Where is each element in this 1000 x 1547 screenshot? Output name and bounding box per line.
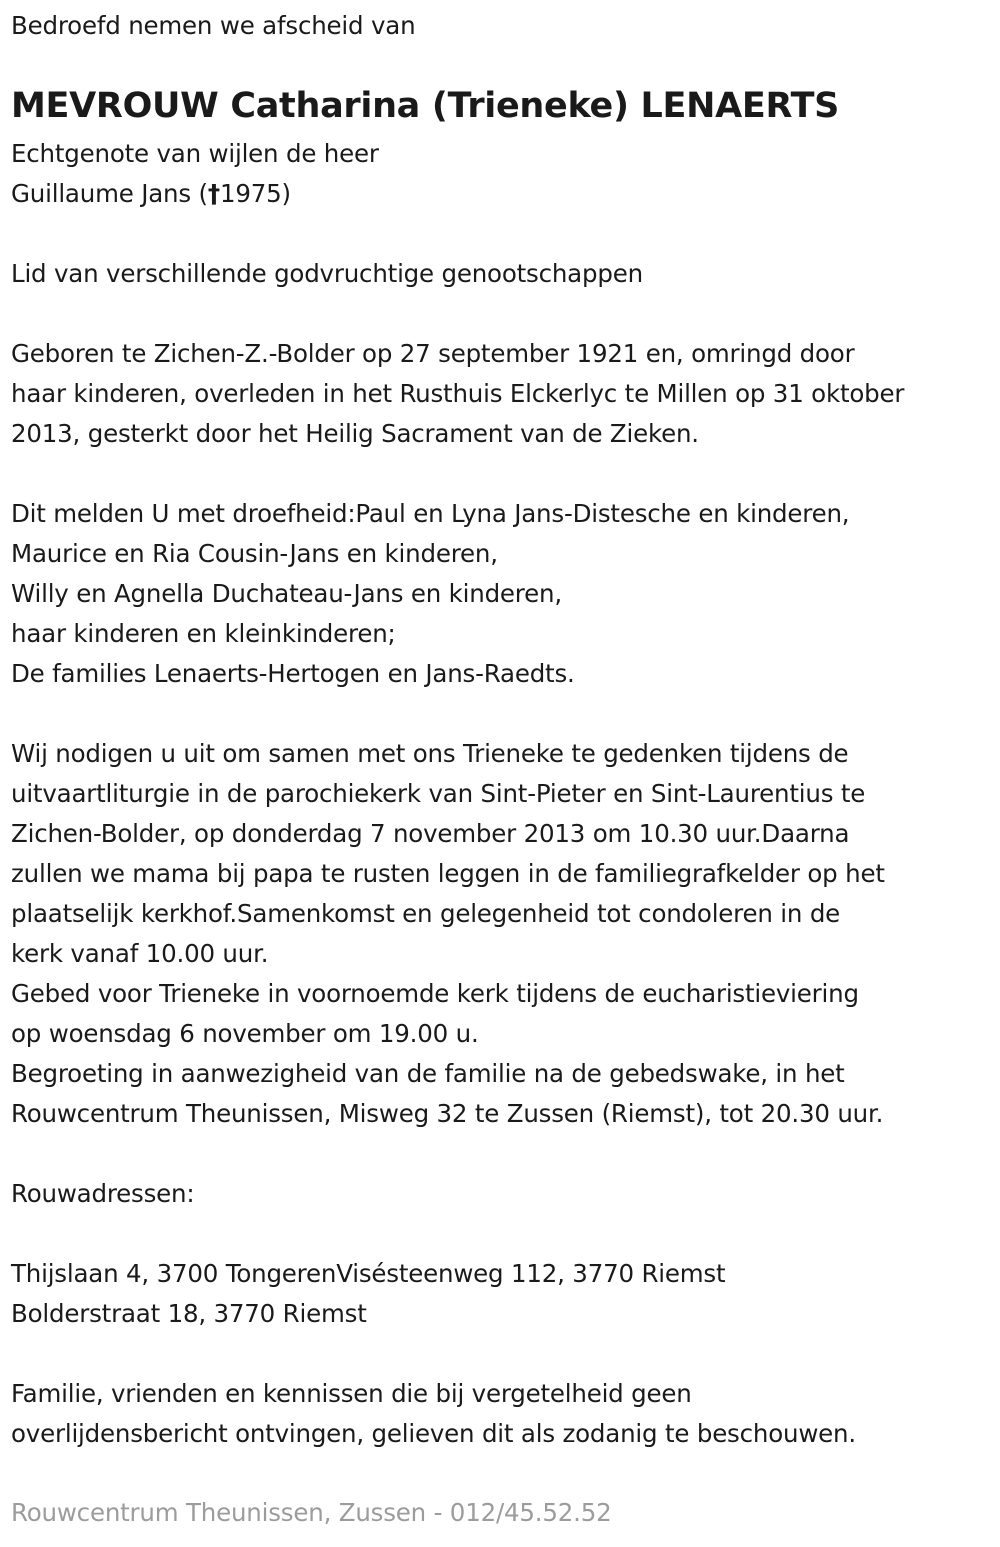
spouse-death-year: 1975) [219,179,291,208]
paragraph-line: haar kinderen en kleinkinderen; [11,619,396,648]
paragraph-line: overlijdensbericht ontvingen, gelieven dit als zodanig te beschouwen. [11,1419,856,1448]
paragraph-line: Willy en Agnella Duchateau-Jans en kinderen, [11,579,562,608]
deceased-name: MEVROUW Catharina (Trieneke) LENAERTS [11,86,840,126]
paragraph-line: De families Lenaerts-Hertogen en Jans-Raedts. [11,659,575,688]
addresses-label-section [11,1174,194,1214]
birth-death-section [11,334,904,454]
paragraph-line: haar kinderen, overleden in het Rusthuis Elckerlyc te Millen op 31 oktober [11,379,905,408]
paragraph-line: op woensdag 6 november om 19.00 u. [11,1019,479,1048]
address-line: Bolderstraat 18, 3770 Riemst [11,1299,367,1328]
membership-text: Lid van verschillende godvruchtige genootschappen [11,259,643,288]
paragraph-line: Familie, vrienden en kennissen die bij vergetelheid geen [11,1379,692,1408]
closing-section [11,1374,856,1454]
cross-icon: † [207,179,220,208]
paragraph-line: Maurice en Ria Cousin-Jans en kinderen, [11,539,498,568]
paragraph-line: 2013, gesterkt door het Heilig Sacrament van de Zieken. [11,419,699,448]
paragraph-line: Gebed voor Trieneke in voornoemde kerk tijdens de eucharistieviering [11,979,859,1008]
membership-section [11,254,643,294]
spouse-name-line [11,174,379,214]
intro-text: Bedroefd nemen we afscheid van [11,11,416,40]
addresses-section [11,1254,725,1334]
announcement-section [11,494,849,694]
paragraph-line: zullen we mama bij papa te rusten leggen in de familiegrafkelder op het [11,859,885,888]
ceremony-section [11,734,885,1134]
paragraph-line: kerk vanaf 10.00 uur. [11,939,269,968]
paragraph-line: Geboren te Zichen-Z.-Bolder op 27 september 1921 en, omringd door [11,339,855,368]
paragraph-line: uitvaartliturgie in de parochiekerk van Sint-Pieter en Sint-Laurentius te [11,779,866,808]
addresses-label: Rouwadressen: [11,1179,195,1208]
spouse-section [11,134,379,214]
paragraph-line: Wij nodigen u uit om samen met ons Trieneke te gedenken tijdens de [11,739,849,768]
paragraph-line: Dit melden U met droefheid:Paul en Lyna Jans-Distesche en kinderen, [11,499,850,528]
spouse-name: Guillaume Jans ( [11,179,208,208]
footer-contact: Rouwcentrum Theunissen, Zussen - 012/45.52.52 [11,1498,612,1527]
address-line: Thijslaan 4, 3700 TongerenVisésteenweg 112, 3770 Riemst [11,1259,726,1288]
paragraph-line: Zichen-Bolder, op donderdag 7 november 2013 om 10.30 uur.Daarna [11,819,850,848]
paragraph-line: plaatselijk kerkhof.Samenkomst en gelegenheid tot condoleren in de [11,899,841,928]
spouse-line: Echtgenote van wijlen de heer [11,139,379,168]
paragraph-line: Rouwcentrum Theunissen, Misweg 32 te Zussen (Riemst), tot 20.30 uur. [11,1099,884,1128]
paragraph-line: Begroeting in aanwezigheid van de familie na de gebedswake, in het [11,1059,845,1088]
